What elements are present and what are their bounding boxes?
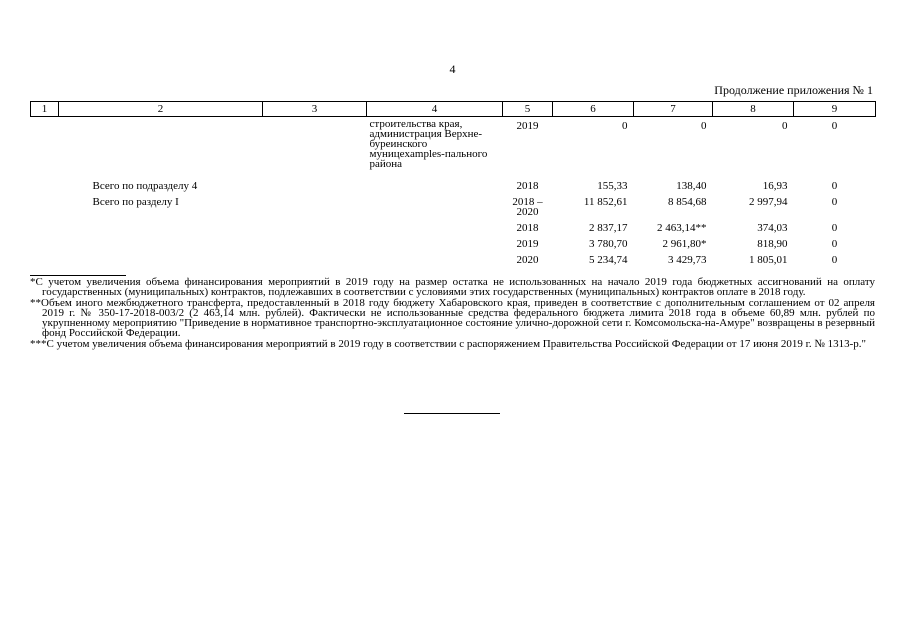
row-label: Всего по разделу I [92, 196, 179, 208]
page-number: 4 [449, 62, 456, 76]
col-header-9: 9 [794, 102, 876, 117]
value-cell: 155,33 [597, 180, 628, 192]
table-header-row [31, 102, 876, 117]
value-cell: 2 463,14** [657, 222, 707, 234]
col-header-8: 8 [713, 102, 794, 117]
value-cell: 374,03 [757, 222, 788, 234]
col-header-2: 2 [59, 102, 263, 117]
value-cell: 11 852,61 [583, 196, 628, 208]
footnote-2: **Объем иного межбюджетного трансферта, предоставленный в 2018 году бюджету Хабаровского края, приведен в соответствие с дополнительным соглашением от 02 апреля 2019 г. № 350-17-2018-003/2 (2 463,14 млн. рублей). Фактически не использованные средства федерального бюджета лимита 2018 года в объеме 60,89 млн. рублей по укрупненному мероприятию "Приведение в нормативное транспортно-эксплуатационное состояние улично-дорожной сети г. Комсомольска-на-Амуре" возвращены в резервный фонд Российской Федерации. [30, 297, 875, 339]
col-header-3: 3 [263, 102, 367, 117]
table-row [31, 239, 876, 255]
value-cell: 16,93 [762, 180, 788, 192]
value-cell: 5 234,74 [589, 254, 628, 266]
footnote-3: ***С учетом увеличения объема финансирования мероприятий в 2019 году в соответствии с распоряжением Правительства Российской Федерации от 17 июня 2019 г. № 1313-р." [30, 338, 867, 350]
end-divider [404, 413, 500, 414]
value-cell: 0 [622, 120, 628, 132]
year-cell: 2019 [516, 120, 539, 132]
value-cell: 0 [831, 180, 838, 192]
executor-cell: строительства края, администрация Верхне-буреинского муницexamples-пального района [369, 118, 488, 170]
year-cell: 2018 [516, 180, 539, 192]
table-row [31, 197, 876, 223]
budget-table [30, 101, 876, 265]
value-cell: 0 [831, 238, 838, 250]
value-cell: 0 [701, 120, 707, 132]
col-header-6: 6 [553, 102, 634, 117]
footnotes [30, 277, 875, 350]
year-cell: 2018 [516, 222, 539, 234]
value-cell: 2 837,17 [589, 222, 628, 234]
value-cell: 8 854,68 [668, 196, 707, 208]
year-cell: 2019 [516, 238, 539, 250]
col-header-4: 4 [367, 102, 503, 117]
value-cell: 0 [831, 120, 838, 132]
value-cell: 1 805,01 [749, 254, 788, 266]
table-row [31, 181, 876, 197]
col-header-5: 5 [503, 102, 553, 117]
row-label: Всего по подразделу 4 [92, 180, 198, 192]
value-cell: 2 961,80* [662, 238, 707, 250]
value-cell: 0 [782, 120, 788, 132]
table-row [31, 255, 876, 265]
table-row [31, 223, 876, 239]
value-cell: 0 [831, 254, 838, 266]
continuation-label: Продолжение приложения № 1 [714, 83, 873, 97]
value-cell: 3 429,73 [668, 254, 707, 266]
value-cell: 818,90 [757, 238, 788, 250]
value-cell: 0 [831, 196, 838, 208]
year-cell: 2020 [516, 254, 539, 266]
value-cell: 138,40 [676, 180, 707, 192]
value-cell: 0 [831, 222, 838, 234]
year-cell: 2018 – 2020 [512, 196, 543, 218]
col-header-7: 7 [634, 102, 713, 117]
col-header-1: 1 [31, 102, 59, 117]
footnote-1: *С учетом увеличения объема финансирования мероприятий в 2019 году на размер остатка не использованных на начало 2019 года бюджетных ассигнований на оплату государственных (муниципальных) контрактов, подлежавших в соответствии с условиями этих государственных (муниципальных) контрактов оплате в 2018 году. [30, 276, 875, 298]
table-row [31, 117, 876, 182]
value-cell: 3 780,70 [589, 238, 628, 250]
value-cell: 2 997,94 [749, 196, 788, 208]
